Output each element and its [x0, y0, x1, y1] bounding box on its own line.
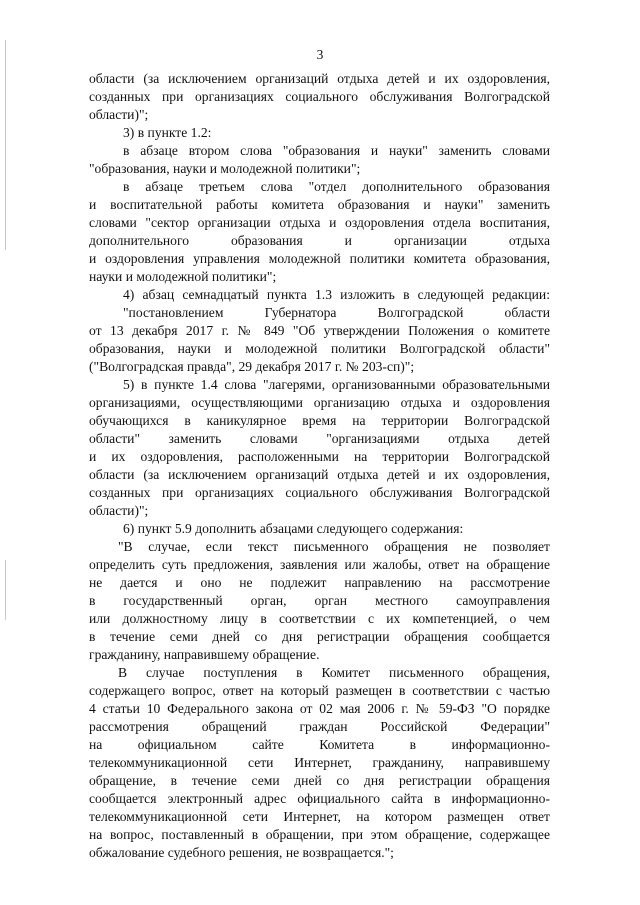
- text-line: 4 статьи 10 Федерального закона от 02 мая 2006 г. № 59-ФЗ "О порядке: [89, 701, 550, 716]
- text-line: обращение, в течение семи дней со дня регистрации обращения: [89, 773, 550, 788]
- scan-edge-mark: [5, 40, 6, 250]
- text-line: области (за исключением организаций отдыха детей и их оздоровления,: [89, 467, 550, 482]
- text-line: и оздоровления управления молодежной политики комитета образования,: [89, 251, 550, 266]
- text-line: в абзаце третьем слова "отдел дополнительного образования: [123, 179, 550, 194]
- text-line: на официальном сайте Комитета в информационно-: [89, 737, 550, 752]
- text-line: на вопрос, поставленный в обращении, при этом обращение, содержащее: [89, 827, 550, 842]
- text-line: содержащего вопрос, ответ на который размещен в соответствии с частью: [89, 683, 550, 698]
- text-line: 4) абзац семнадцатый пункта 1.3 изложить в следующей редакции:: [123, 287, 550, 302]
- scan-edge-mark: [5, 560, 6, 620]
- text-line: области" заменить словами "организациями отдыха детей: [89, 431, 550, 446]
- page-number: 3: [316, 47, 324, 62]
- text-line: 3) в пункте 1.2:: [123, 125, 212, 140]
- text-line: дополнительного образования и организации отдыха: [89, 233, 550, 248]
- text-line: "В случае, если текст письменного обращения не позволяет: [118, 539, 550, 554]
- text-line: созданных при организациях социального обслуживания Волгоградской: [89, 89, 550, 104]
- text-line: не дается и оно не подлежит направлению на рассмотрение: [89, 575, 550, 590]
- text-line: в государственный орган, орган местного самоуправления: [89, 593, 550, 608]
- text-line: рассмотрения обращений граждан Российской Федерации": [89, 719, 550, 734]
- text-line: телекоммуникационной сети Интернет, гражданину, направившему: [89, 755, 550, 770]
- text-line: телекоммуникационной сети Интернет, на котором размещен ответ: [89, 809, 550, 824]
- text-line: области)";: [89, 503, 149, 518]
- text-line: в течение семи дней со дня регистрации обращения сообщается: [89, 629, 550, 644]
- text-line: области)";: [89, 107, 149, 122]
- text-line: 6) пункт 5.9 дополнить абзацами следующего содержания:: [123, 521, 464, 536]
- text-line: словами "сектор организации отдыха и оздоровления отдела воспитания,: [89, 215, 550, 230]
- text-line: ("Волгоградская правда", 29 декабря 2017 г. № 203-сп)";: [89, 359, 415, 374]
- text-line: организациями, осуществляющими организацию отдыха и оздоровления: [89, 395, 550, 410]
- text-line: образования, науки и молодежной политики Волгоградской области": [89, 341, 550, 356]
- text-line: гражданину, направившему обращение.: [89, 647, 320, 662]
- text-line: 5) в пункте 1.4 слова "лагерями, организованными образовательными: [123, 377, 550, 392]
- text-line: обжалование судебного решения, не возвращается.";: [89, 845, 394, 860]
- text-line: и их оздоровления, расположенными на территории Волгоградской: [89, 449, 550, 464]
- text-line: созданных при организациях социального обслуживания Волгоградской: [89, 485, 550, 500]
- text-line: и воспитательной работы комитета образования и науки" заменить: [89, 197, 550, 212]
- text-line: В случае поступления в Комитет письменного обращения,: [118, 665, 550, 680]
- text-line: области (за исключением организаций отдыха детей и их оздоровления,: [89, 71, 550, 86]
- text-line: науки и молодежной политики";: [89, 269, 277, 284]
- text-line: "постановлением Губернатора Волгоградской области: [123, 305, 550, 320]
- text-line: обучающихся в каникулярное время на территории Волгоградской: [89, 413, 550, 428]
- text-line: определить суть предложения, заявления или жалобы, ответ на обращение: [89, 557, 550, 572]
- text-line: сообщается электронный адрес официального сайта в информационно-: [89, 791, 550, 806]
- text-line: "образования, науки и молодежной политики";: [89, 161, 361, 176]
- text-line: от 13 декабря 2017 г. № 849 "Об утверждении Положения о комитете: [89, 323, 550, 338]
- text-line: в абзаце втором слова "образования и науки" заменить словами: [123, 143, 550, 158]
- text-line: или должностному лицу в соответствии с их компетенцией, о чем: [89, 611, 550, 626]
